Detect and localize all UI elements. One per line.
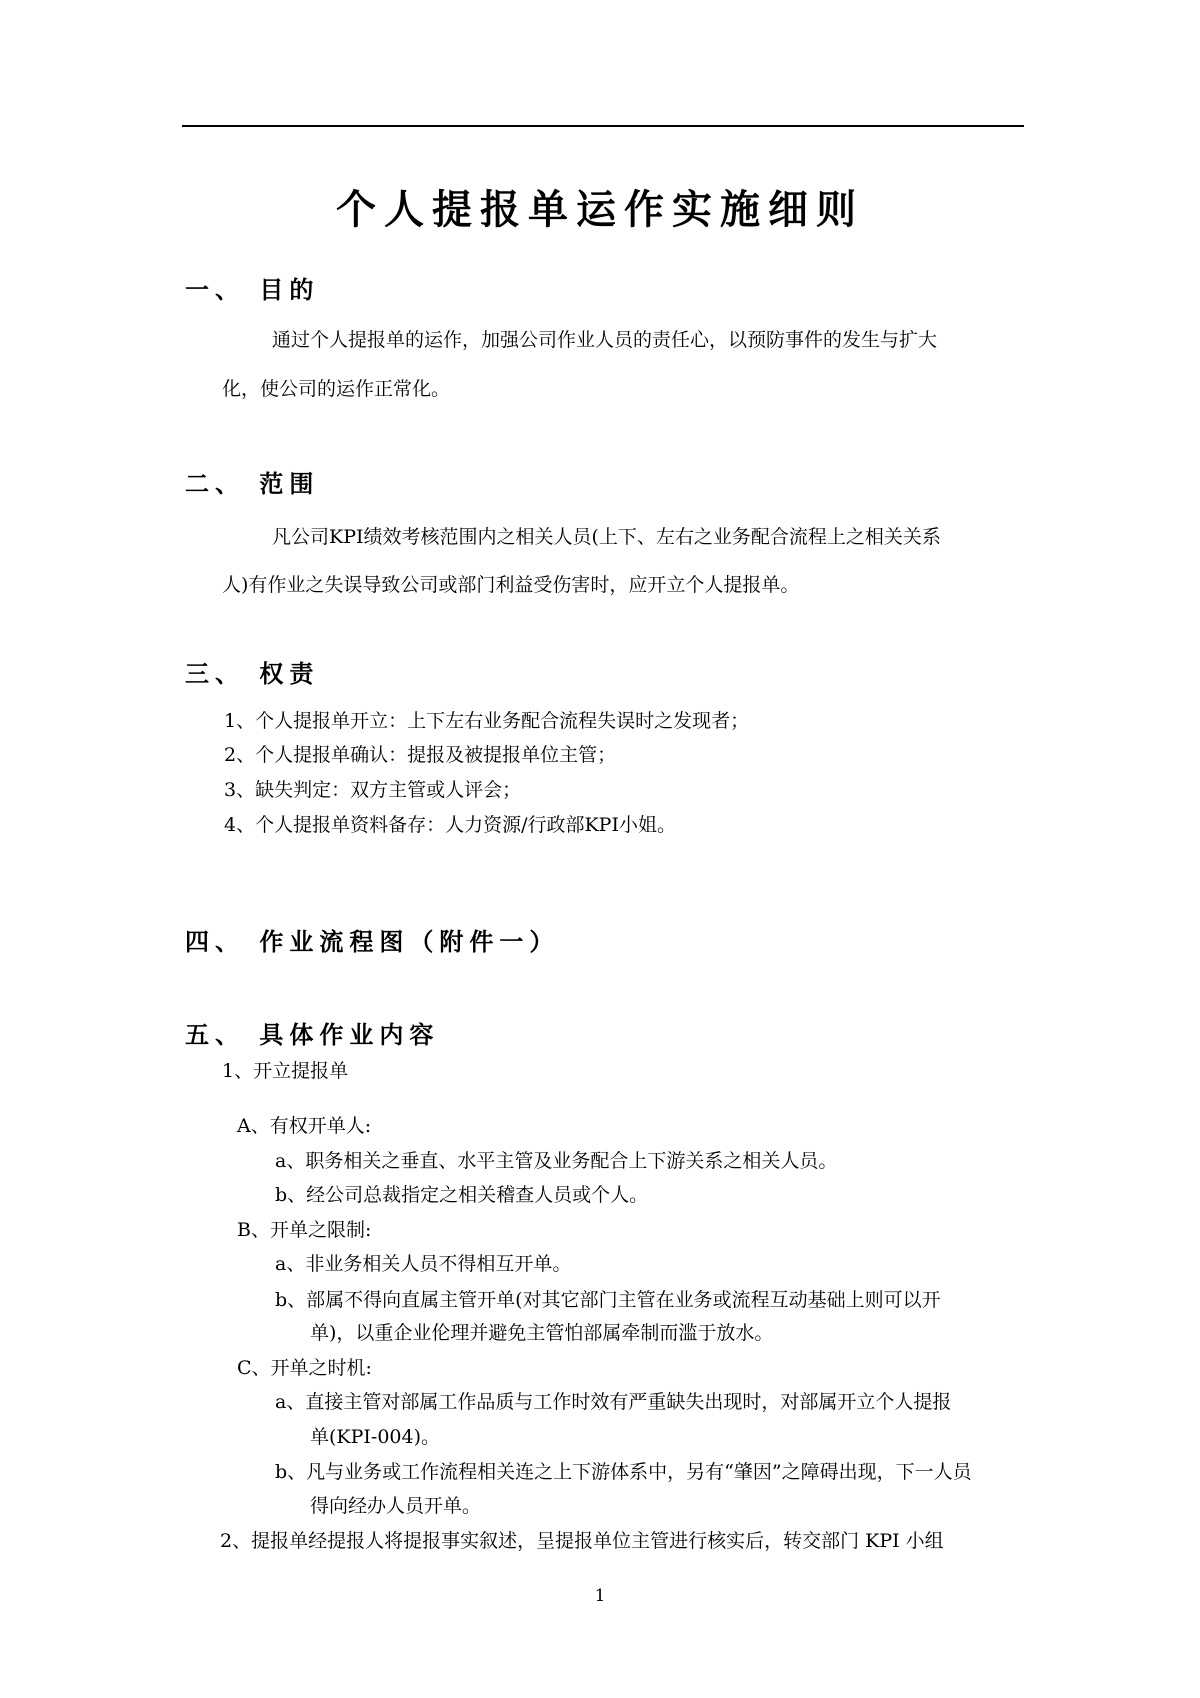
- content-c-a-line-2: 单(KPI-004)。: [310, 1426, 440, 1448]
- content-b-a: a、非业务相关人员不得相互开单。: [275, 1253, 572, 1275]
- section-heading-content: 五、 具体作业内容: [185, 1021, 440, 1049]
- content-a-title: A、有权开单人:: [237, 1115, 372, 1137]
- content-item-1: 1、开立提报单: [222, 1060, 349, 1082]
- section-heading-flowchart: 四、 作业流程图（附件一）: [185, 928, 560, 956]
- content-c-b-line-1: b、凡与业务或工作流程相关连之上下游体系中，另有“肇因”之障碍出现，下一人员: [275, 1461, 972, 1483]
- content-c-title: C、开单之时机:: [237, 1357, 372, 1379]
- scope-line-2: 人)有作业之失误导致公司或部门利益受伤害时，应开立个人提报单。: [222, 574, 800, 596]
- document-title: 个人提报单运作实施细则: [336, 187, 864, 233]
- content-b-b-line-1: b、部属不得向直属主管开单(对其它部门主管在业务或流程互动基础上则可以开: [275, 1289, 941, 1311]
- purpose-line-2: 化，使公司的运作正常化。: [222, 378, 451, 400]
- content-b-title: B、开单之限制:: [237, 1219, 372, 1241]
- section-heading-purpose: 一、 目的: [185, 276, 320, 304]
- responsibility-item-3: 3、缺失判定：双方主管或人评会；: [224, 779, 522, 801]
- scope-line-1: 凡公司KPI绩效考核范围内之相关人员(上下、左右之业务配合流程上之相关关系: [272, 526, 941, 548]
- purpose-line-1: 通过个人提报单的运作，加强公司作业人员的责任心，以预防事件的发生与扩大: [272, 329, 938, 351]
- responsibility-item-4: 4、个人提报单资料备存：人力资源/行政部KPI小姐。: [224, 814, 676, 836]
- page-number: 1: [594, 1586, 606, 1606]
- content-b-b-line-2: 单)，以重企业伦理并避免主管怕部属牵制而滥于放水。: [310, 1322, 774, 1344]
- content-c-a-line-1: a、直接主管对部属工作品质与工作时效有严重缺失出现时，对部属开立个人提报: [275, 1391, 952, 1413]
- content-c-b-line-2: 得向经办人员开单。: [310, 1495, 482, 1517]
- content-a-b: b、经公司总裁指定之相关稽查人员或个人。: [275, 1184, 649, 1206]
- header-rule: [182, 125, 1024, 127]
- content-a-a: a、职务相关之垂直、水平主管及业务配合上下游关系之相关人员。: [275, 1150, 838, 1172]
- responsibility-item-2: 2、个人提报单确认：提报及被提报单位主管；: [224, 744, 617, 766]
- section-heading-responsibility: 三、 权责: [185, 660, 320, 688]
- content-item-2: 2、提报单经提报人将提报事实叙述，呈提报单位主管进行核实后，转交部门 KPI 小组: [220, 1530, 944, 1552]
- responsibility-item-1: 1、个人提报单开立：上下左右业务配合流程失误时之发现者；: [224, 710, 750, 732]
- section-heading-scope: 二、 范围: [185, 470, 320, 498]
